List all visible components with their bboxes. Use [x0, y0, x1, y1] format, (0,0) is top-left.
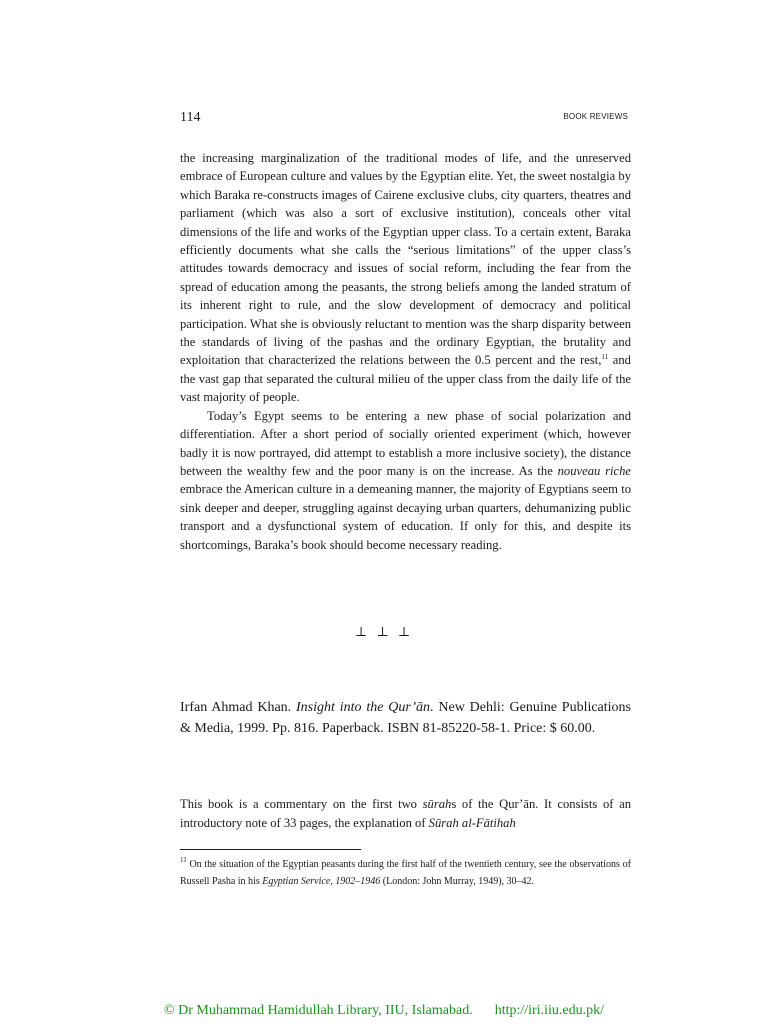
library-url-link[interactable]: http://iri.iiu.edu.pk/ [494, 1003, 604, 1018]
running-head: BOOK REVIEWS [563, 112, 628, 121]
paragraph-2-text-b: embrace the American culture in a demeaning manner, the majority of Egyptians seem to sink deeper and deeper, struggling against decaying urban quarters, dehumanizing public transport and a dysfunctional system of education. If only for this, and despite its shortcomings, Baraka’s book should become necessary reading. [180, 482, 631, 552]
library-credit-text: © Dr Muhammad Hamidullah Library, IIU, Islamabad. [164, 1003, 473, 1018]
review-text-a: This book is a commentary on the first two [180, 797, 423, 811]
paragraph-2 [180, 407, 631, 554]
citation-details: . New Dehli: Genuine Publications & Media, 1999. Pp. 816. Paperback. ISBN 81-85220-58-1. Price: $ 60.00. [180, 700, 631, 736]
paragraph-1 [180, 149, 631, 407]
footnote-rule [180, 849, 361, 850]
footnote-text-a: On the situation of the Egyptian peasants during the first half of the twentieth century, see the observations of Russell Pasha in his [180, 859, 631, 887]
citation-author: Irfan Ahmad Khan. [180, 700, 296, 715]
footnote-emphasis: Egyptian Service, 1902–1946 [262, 876, 381, 887]
footnote-reference[interactable]: 11 [601, 353, 609, 362]
footnote [180, 856, 631, 890]
review-surah-term: sūrah [422, 797, 452, 811]
book-citation [180, 697, 631, 739]
review-text-b: s of the Qur’ān. It consists of an introductory note of 33 pages, the explanation of [180, 797, 631, 830]
footnote-number: 11 [180, 856, 187, 864]
paragraph-1-text-a: the increasing marginalization of the traditional modes of life, and the unreserved embrace of European culture and values by the Egyptian elite. Yet, the sweet nostalgia by which Baraka re-constructs images of Cairene exclusive clubs, city quarters, theatres and parliament (which was also a sort of exclusive institution), conceals other vital dimensions of the life and works of the Egyptian upper class. To a certain extent, Baraka efficiently documents what she calls the “serious limitations” of the upper class’s attitudes towards democracy and issues of social reform, including the fear from the spread of education among the peasants, the strong beliefs among the landed stratum of its inherent right to rule, and the slow development of democracy and political participation. What she is obviously reluctant to mention was the sharp disparity between the standards of living of the pashas and the ordinary Egyptian, the brutality and exploitation that characterized the relations between the 0.5 percent and the rest, [180, 151, 631, 368]
body-text [180, 149, 631, 554]
review-opening [180, 795, 631, 833]
section-ornament: ⊥ ⊥ ⊥ [354, 624, 414, 639]
library-credit [0, 1003, 768, 1019]
review-fatihah-term: Sūrah al-Fātihah [428, 816, 516, 830]
footnote-text-b: (London: John Murray, 1949), 30–42. [380, 876, 535, 887]
paragraph-2-emphasis: nouveau riche [557, 463, 631, 478]
page-number: 114 [180, 110, 201, 125]
paragraph-2-text-a: Today’s Egypt seems to be entering a new phase of social polarization and differentiation. After a short period of socially oriented experiment (which, however badly it is now portrayed, did attempt to establish a more inclusive society), the distance between the wealthy few and the poor many is on the increase. As the [180, 408, 631, 478]
paragraph-1-text-b: and the vast gap that separated the cultural milieu of the upper class from the daily life of the vast majority of people. [180, 353, 631, 405]
citation-title: Insight into the Qur’ān [296, 700, 431, 715]
